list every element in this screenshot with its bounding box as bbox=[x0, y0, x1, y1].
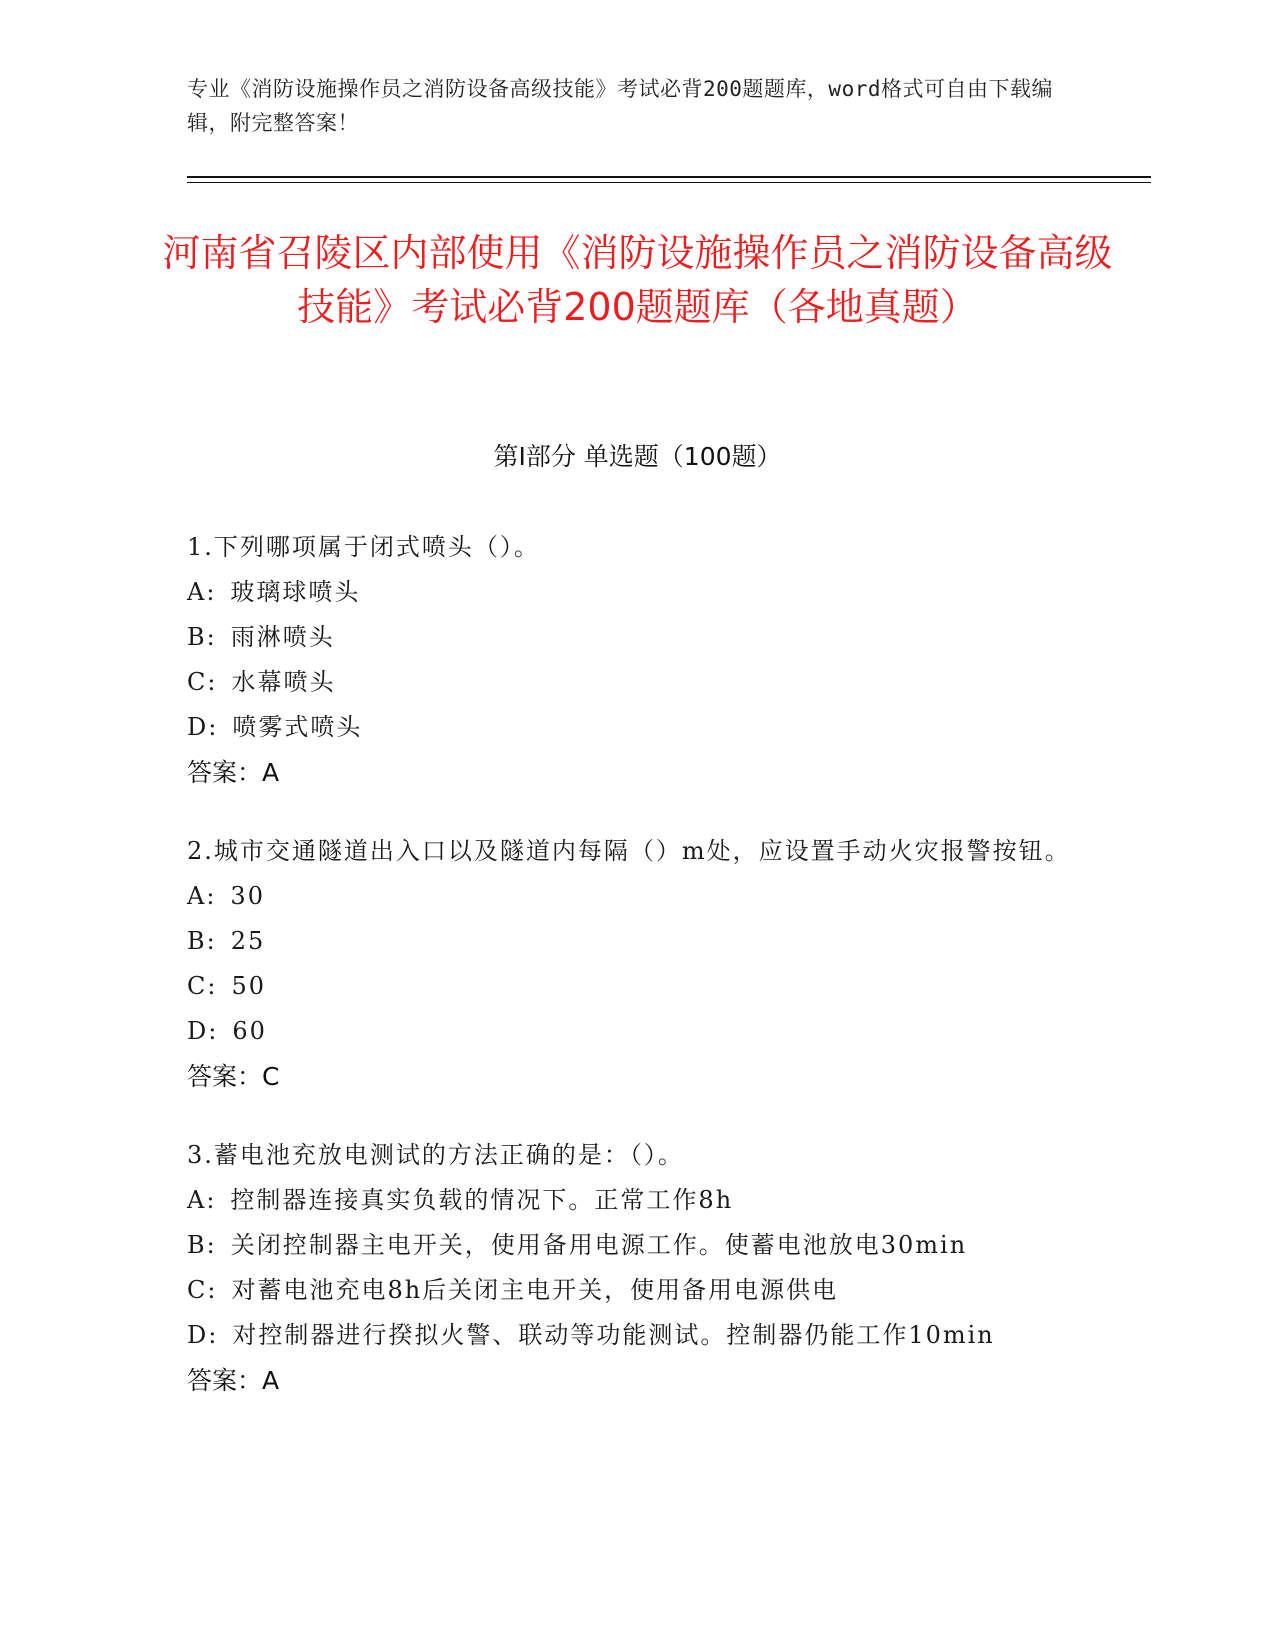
option-letter: B: bbox=[187, 927, 217, 955]
option-text: 25 bbox=[230, 927, 266, 955]
header-note: 专业《消防设施操作员之消防设备高级技能》考试必背200题题库，word格式可自由下载编辑，附完整答案！ bbox=[187, 77, 1053, 135]
option-b bbox=[187, 919, 1087, 964]
question-stem: 1.下列哪项属于闭式喷头（）。 bbox=[187, 533, 540, 561]
option-b bbox=[187, 1223, 1087, 1268]
option-a bbox=[187, 570, 1087, 615]
option-letter: B: bbox=[187, 1231, 217, 1259]
question-item bbox=[187, 525, 1087, 795]
option-letter: A: bbox=[187, 578, 217, 606]
option-text: 关闭控制器主电开关，使用备用电源工作。使蓄电池放电30min bbox=[230, 1231, 968, 1259]
option-text: 水幕喷头 bbox=[231, 668, 336, 696]
option-text: 60 bbox=[232, 1017, 267, 1045]
option-text: 30 bbox=[230, 882, 265, 910]
question-stem: 2.城市交通隧道出入口以及隧道内每隔（）m处，应设置手动火灾报警按钮。 bbox=[187, 837, 1071, 865]
answer-line: 答案：C bbox=[187, 1062, 280, 1091]
section-title: 第I部分 单选题（100题） bbox=[493, 442, 782, 471]
option-text: 50 bbox=[231, 972, 266, 1000]
question-item bbox=[187, 829, 1087, 1099]
option-b bbox=[187, 615, 1087, 660]
option-c bbox=[187, 964, 1087, 1009]
question-item bbox=[187, 1133, 1087, 1403]
option-letter: C: bbox=[187, 972, 218, 1000]
option-letter: A: bbox=[187, 882, 217, 910]
option-d bbox=[187, 1009, 1087, 1054]
option-a bbox=[187, 874, 1087, 919]
header-divider-thin bbox=[187, 182, 1151, 183]
option-letter: C: bbox=[187, 668, 218, 696]
option-text: 喷雾式喷头 bbox=[232, 713, 363, 741]
option-d bbox=[187, 1313, 1087, 1358]
option-text: 控制器连接真实负载的情况下。正常工作8h bbox=[230, 1186, 734, 1214]
answer-line: 答案：A bbox=[187, 758, 280, 787]
option-letter: B: bbox=[187, 623, 217, 651]
option-letter: C: bbox=[187, 1276, 218, 1304]
option-a bbox=[187, 1178, 1087, 1223]
option-d bbox=[187, 705, 1087, 750]
option-letter: D: bbox=[187, 713, 219, 741]
question-stem: 3.蓄电池充放电测试的方法正确的是：（）。 bbox=[187, 1141, 684, 1169]
answer-line: 答案：A bbox=[187, 1366, 280, 1395]
document-title: 河南省召陵区内部使用《消防设施操作员之消防设备高级技能》考试必背200题题库（各地真题） bbox=[162, 231, 1113, 329]
question-list bbox=[187, 525, 1087, 1437]
option-text: 对蓄电池充电8h后关闭主电开关，使用备用电源供电 bbox=[231, 1276, 839, 1304]
option-letter: A: bbox=[187, 1186, 217, 1214]
option-letter: D: bbox=[187, 1017, 219, 1045]
option-letter: D: bbox=[187, 1321, 219, 1349]
option-c bbox=[187, 1268, 1087, 1313]
option-text: 对控制器进行揆拟火警、联动等功能测试。控制器仍能工作10min bbox=[232, 1321, 995, 1349]
option-text: 玻璃球喷头 bbox=[230, 578, 361, 606]
header-divider-thick bbox=[187, 176, 1151, 178]
option-c bbox=[187, 660, 1087, 705]
option-text: 雨淋喷头 bbox=[230, 623, 335, 651]
